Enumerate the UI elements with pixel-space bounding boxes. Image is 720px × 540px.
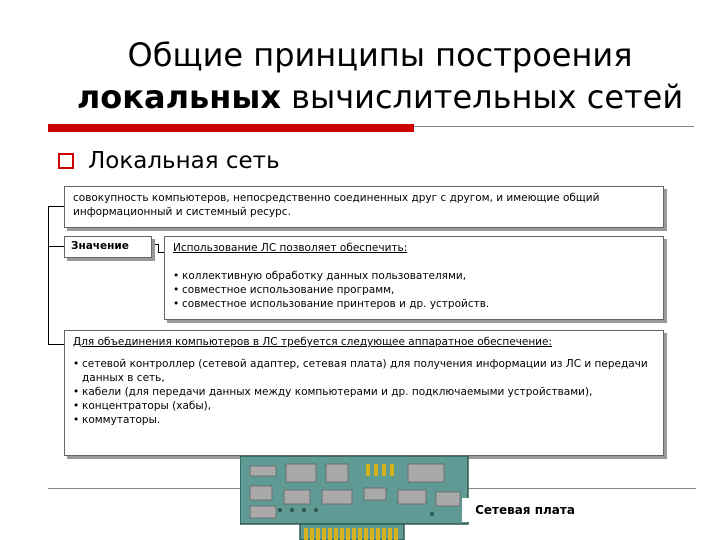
title-rule [414,126,694,127]
connector-meaning-horizontal [152,244,158,245]
hardware-box [64,330,664,456]
list-item: • совместное использование программ, [173,283,655,297]
connector-meaning-vertical [158,244,159,252]
definition-text: совокупность компьютеров, непосредственно соединенных друг с другом, и имеющие общий информационный и системный ресурс. [73,192,600,218]
image-caption: Сетевая плата [462,498,588,522]
meaning-list [173,269,655,311]
meaning-heading: Использование ЛС позволяет обеспечить: [173,242,408,254]
hardware-list [73,357,655,427]
list-item: • кабели (для передачи данных между компьютерами и др. подключаемыми устройствами), [73,385,655,399]
list-item: • концентраторы (хабы), [73,399,655,413]
square-bullet-icon [58,153,74,169]
title-bold-word: локальных [76,78,281,116]
list-item: • коммутаторы. [73,413,655,427]
connector-to-meaning [48,246,64,247]
hardware-heading: Для объединения компьютеров в ЛС требуется следующее аппаратное обеспечение: [73,336,553,348]
title-accent-bar [48,124,414,132]
network-card-image [240,456,470,540]
connector-to-hardware [48,344,64,345]
bullet-text: Локальная сеть [88,148,280,174]
connector-vertical [48,206,49,344]
title-line-2-rest: вычислительных сетей [280,78,684,116]
list-item: • совместное использование принтеров и др. устройств. [173,297,655,311]
title-line-1: Общие принципы построения [127,36,633,74]
meaning-label: Значение [71,240,129,252]
list-item: • сетевой контроллер (сетевой адаптер, сетевая плата) для получения информации из ЛС и передачи данных в сеть, [73,357,655,385]
list-item: • коллективную обработку данных пользователями, [173,269,655,283]
meaning-label-box [64,236,152,258]
connector-to-definition [48,206,64,207]
slide-title [40,34,720,118]
definition-box [64,186,664,228]
main-bullet [58,146,280,176]
meaning-box [164,236,664,320]
